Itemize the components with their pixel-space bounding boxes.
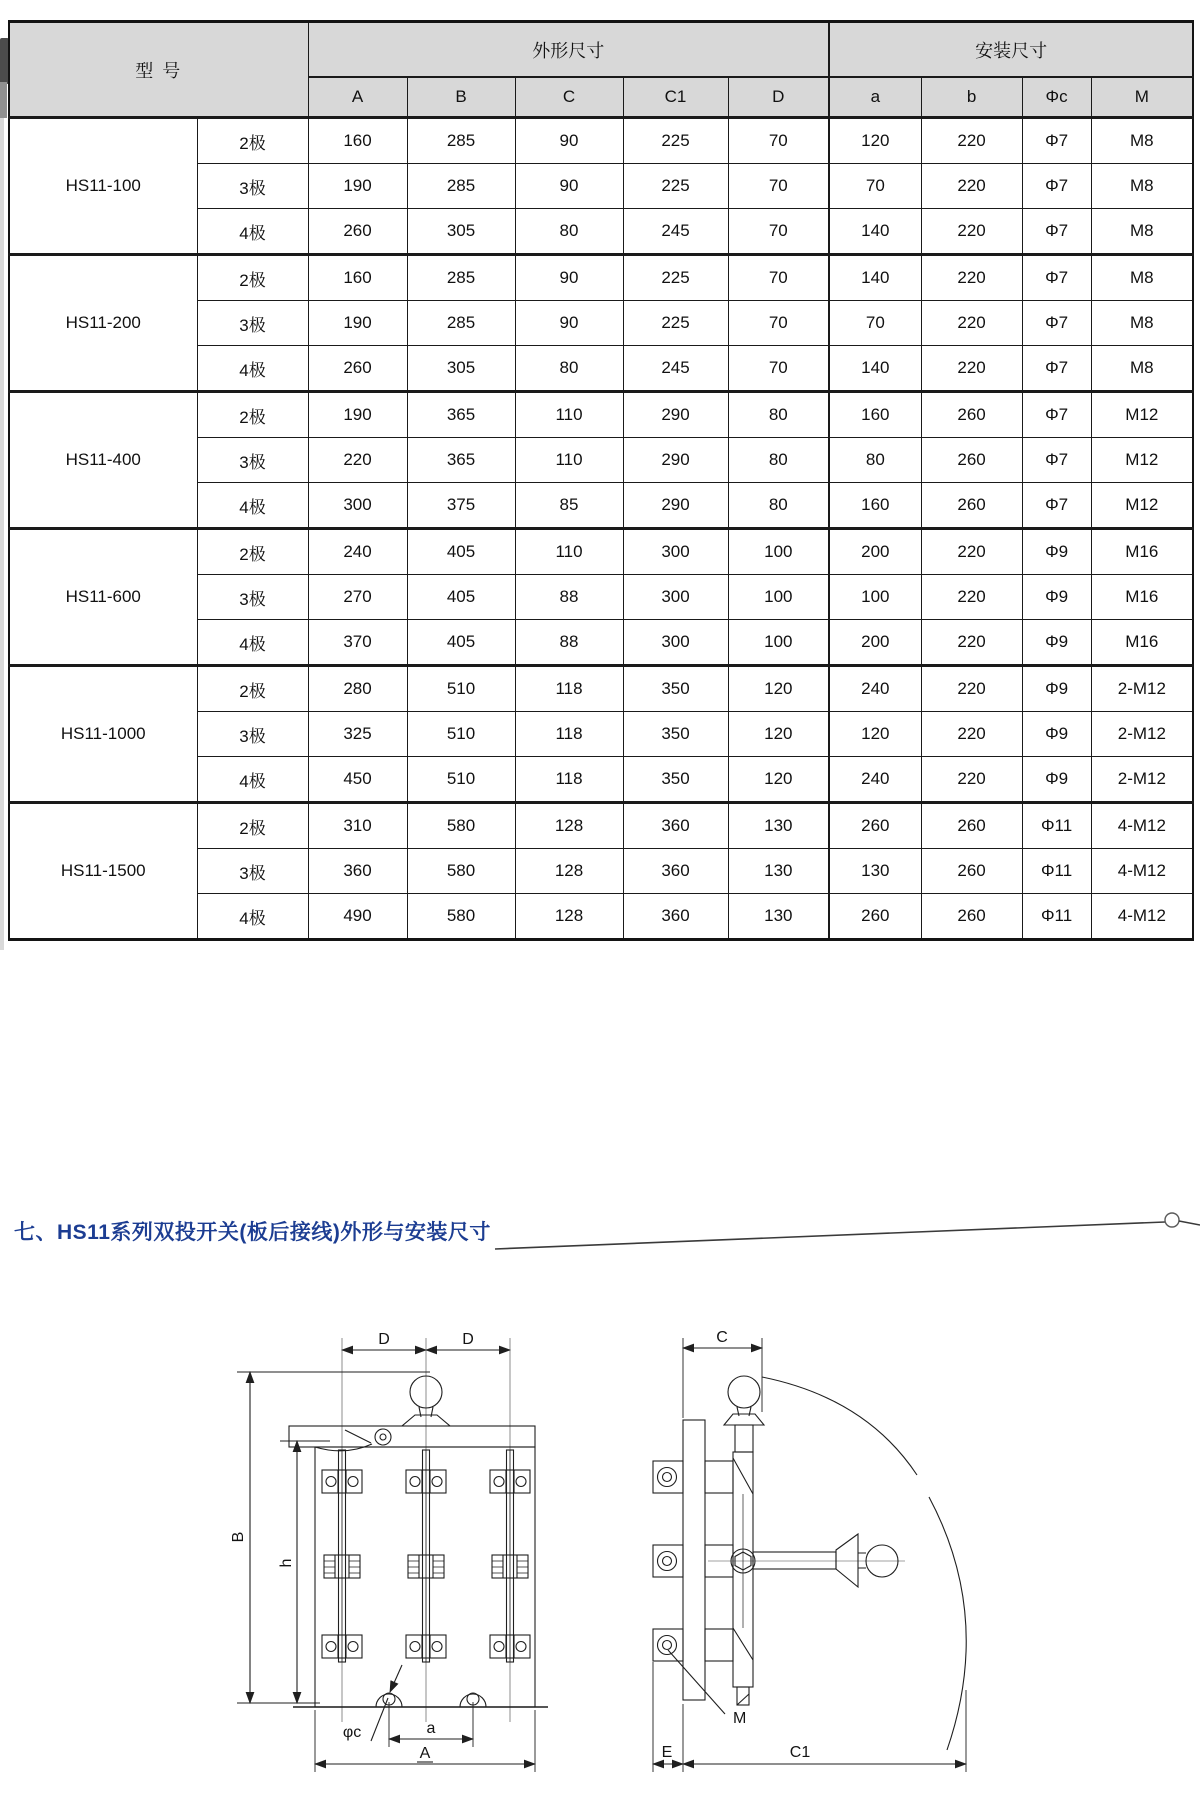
dim-label-E: E (661, 1744, 673, 1761)
value-cell-b: 260 (921, 392, 1022, 438)
column-header-a: a (829, 77, 921, 118)
value-cell-phic: Φ7 (1022, 392, 1091, 438)
value-cell-C: 118 (515, 666, 623, 712)
value-cell-D: 120 (728, 757, 829, 803)
value-cell-D: 70 (728, 209, 829, 255)
value-cell-C1: 245 (623, 346, 728, 392)
value-cell-D: 80 (728, 483, 829, 529)
value-cell-phic: Φ11 (1022, 803, 1091, 849)
value-cell-a: 200 (829, 620, 921, 666)
value-cell-M: M16 (1091, 529, 1193, 575)
value-cell-C1: 350 (623, 757, 728, 803)
model-cell: HS11-100 (9, 118, 197, 255)
value-cell-phic: Φ9 (1022, 712, 1091, 757)
value-cell-C: 128 (515, 803, 623, 849)
poles-cell: 3极 (197, 438, 308, 483)
poles-cell: 2极 (197, 529, 308, 575)
column-header-B: B (407, 77, 515, 118)
value-cell-a: 160 (829, 483, 921, 529)
poles-cell: 3极 (197, 164, 308, 209)
value-cell-phic: Φ9 (1022, 666, 1091, 712)
value-cell-A: 280 (308, 666, 407, 712)
value-cell-b: 220 (921, 620, 1022, 666)
value-cell-M: 2-M12 (1091, 666, 1193, 712)
column-header-A: A (308, 77, 407, 118)
dim-label-M: M (733, 1710, 747, 1727)
value-cell-C: 128 (515, 849, 623, 894)
value-cell-phic: Φ11 (1022, 849, 1091, 894)
swing-arc (762, 1377, 917, 1475)
value-cell-M: 2-M12 (1091, 757, 1193, 803)
column-header-b: b (921, 77, 1022, 118)
value-cell-A: 450 (308, 757, 407, 803)
value-cell-phic: Φ11 (1022, 894, 1091, 940)
poles-cell: 3极 (197, 575, 308, 620)
value-cell-b: 260 (921, 438, 1022, 483)
value-cell-D: 70 (728, 346, 829, 392)
value-cell-A: 360 (308, 849, 407, 894)
install-group-header: 安装尺寸 (829, 22, 1193, 78)
table-row (9, 803, 1193, 849)
value-cell-phic: Φ7 (1022, 438, 1091, 483)
table-row (9, 529, 1193, 575)
handle-ball-side (728, 1376, 760, 1408)
value-cell-phic: Φ7 (1022, 118, 1091, 164)
value-cell-M: M16 (1091, 620, 1193, 666)
value-cell-C1: 300 (623, 529, 728, 575)
value-cell-b: 260 (921, 803, 1022, 849)
value-cell-C1: 225 (623, 118, 728, 164)
value-cell-B: 285 (407, 118, 515, 164)
value-cell-a: 140 (829, 346, 921, 392)
value-cell-a: 260 (829, 803, 921, 849)
value-cell-a: 260 (829, 894, 921, 940)
value-cell-B: 405 (407, 575, 515, 620)
value-cell-a: 140 (829, 255, 921, 301)
value-cell-B: 580 (407, 849, 515, 894)
value-cell-A: 300 (308, 483, 407, 529)
value-cell-phic: Φ7 (1022, 301, 1091, 346)
poles-cell: 4极 (197, 757, 308, 803)
value-cell-C: 90 (515, 301, 623, 346)
value-cell-phic: Φ9 (1022, 529, 1091, 575)
technical-drawings (180, 1330, 1060, 1803)
poles-cell: 2极 (197, 392, 308, 438)
model-cell: HS11-1000 (9, 666, 197, 803)
value-cell-B: 305 (407, 346, 515, 392)
value-cell-b: 260 (921, 849, 1022, 894)
pivot-circle (375, 1429, 391, 1445)
value-cell-a: 240 (829, 666, 921, 712)
value-cell-C1: 290 (623, 438, 728, 483)
value-cell-a: 160 (829, 392, 921, 438)
value-cell-A: 240 (308, 529, 407, 575)
dim-label-d2: D (462, 1331, 474, 1348)
value-cell-A: 370 (308, 620, 407, 666)
value-cell-A: 190 (308, 164, 407, 209)
value-cell-M: M8 (1091, 164, 1193, 209)
value-cell-B: 375 (407, 483, 515, 529)
value-cell-b: 260 (921, 483, 1022, 529)
column-header-C1: C1 (623, 77, 728, 118)
value-cell-a: 200 (829, 529, 921, 575)
value-cell-B: 405 (407, 529, 515, 575)
value-cell-A: 160 (308, 118, 407, 164)
value-cell-A: 260 (308, 346, 407, 392)
value-cell-M: M8 (1091, 301, 1193, 346)
value-cell-A: 310 (308, 803, 407, 849)
value-cell-A: 160 (308, 255, 407, 301)
value-cell-C1: 225 (623, 301, 728, 346)
poles-cell: 2极 (197, 118, 308, 164)
value-cell-M: M16 (1091, 575, 1193, 620)
value-cell-C1: 300 (623, 575, 728, 620)
poles-cell: 2极 (197, 666, 308, 712)
value-cell-a: 100 (829, 575, 921, 620)
value-cell-C: 90 (515, 255, 623, 301)
value-cell-B: 285 (407, 164, 515, 209)
value-cell-a: 70 (829, 164, 921, 209)
value-cell-C1: 360 (623, 849, 728, 894)
poles-cell: 3极 (197, 301, 308, 346)
dim-label-d1: D (378, 1331, 390, 1348)
value-cell-M: 4-M12 (1091, 894, 1193, 940)
value-cell-B: 510 (407, 712, 515, 757)
value-cell-C: 80 (515, 209, 623, 255)
value-cell-B: 510 (407, 757, 515, 803)
dim-label-phic: φc (342, 1724, 362, 1741)
value-cell-C: 90 (515, 164, 623, 209)
column-header-M: M (1091, 77, 1193, 118)
value-cell-a: 70 (829, 301, 921, 346)
value-cell-M: M12 (1091, 438, 1193, 483)
poles-cell: 4极 (197, 209, 308, 255)
value-cell-C1: 350 (623, 666, 728, 712)
value-cell-A: 190 (308, 392, 407, 438)
value-cell-a: 120 (829, 118, 921, 164)
value-cell-C1: 350 (623, 712, 728, 757)
section-heading: 七、HS11系列双投开关(板后接线)外形与安装尺寸 (14, 1221, 491, 1244)
table-row (9, 392, 1193, 438)
value-cell-A: 190 (308, 301, 407, 346)
value-cell-D: 100 (728, 529, 829, 575)
value-cell-b: 220 (921, 757, 1022, 803)
poles-cell: 4极 (197, 620, 308, 666)
model-cell: HS11-600 (9, 529, 197, 666)
value-cell-phic: Φ7 (1022, 483, 1091, 529)
value-cell-D: 120 (728, 712, 829, 757)
value-cell-a: 130 (829, 849, 921, 894)
value-cell-D: 80 (728, 392, 829, 438)
poles-cell: 3极 (197, 849, 308, 894)
value-cell-B: 405 (407, 620, 515, 666)
value-cell-D: 70 (728, 301, 829, 346)
model-cell: HS11-1500 (9, 803, 197, 940)
front-view-drawing (230, 1331, 548, 1772)
value-cell-C: 80 (515, 346, 623, 392)
poles-cell: 4极 (197, 483, 308, 529)
value-cell-C: 110 (515, 392, 623, 438)
value-cell-A: 220 (308, 438, 407, 483)
value-cell-M: 4-M12 (1091, 803, 1193, 849)
value-cell-b: 220 (921, 118, 1022, 164)
table-header-row-1 (9, 22, 1193, 78)
column-header-Φc: Φc (1022, 77, 1091, 118)
value-cell-C: 118 (515, 712, 623, 757)
value-cell-b: 220 (921, 529, 1022, 575)
value-cell-b: 220 (921, 255, 1022, 301)
dim-label-B: B (230, 1531, 247, 1543)
value-cell-b: 220 (921, 164, 1022, 209)
value-cell-C1: 225 (623, 164, 728, 209)
value-cell-B: 510 (407, 666, 515, 712)
value-cell-C1: 225 (623, 255, 728, 301)
model-cell: HS11-200 (9, 255, 197, 392)
value-cell-D: 130 (728, 803, 829, 849)
value-cell-B: 580 (407, 894, 515, 940)
value-cell-D: 100 (728, 575, 829, 620)
value-cell-phic: Φ9 (1022, 757, 1091, 803)
table-row (9, 118, 1193, 164)
value-cell-D: 80 (728, 438, 829, 483)
value-cell-M: M8 (1091, 118, 1193, 164)
value-cell-C: 85 (515, 483, 623, 529)
value-cell-phic: Φ9 (1022, 620, 1091, 666)
value-cell-M: 2-M12 (1091, 712, 1193, 757)
dim-label-a: a (426, 1720, 436, 1737)
value-cell-B: 285 (407, 301, 515, 346)
value-cell-phic: Φ7 (1022, 346, 1091, 392)
value-cell-C: 88 (515, 575, 623, 620)
value-cell-a: 240 (829, 757, 921, 803)
value-cell-M: M8 (1091, 346, 1193, 392)
value-cell-a: 120 (829, 712, 921, 757)
value-cell-D: 130 (728, 894, 829, 940)
value-cell-b: 260 (921, 894, 1022, 940)
column-header-C: C (515, 77, 623, 118)
model-cell: HS11-400 (9, 392, 197, 529)
poles-cell: 4极 (197, 894, 308, 940)
model-column-header: 型 号 (9, 22, 308, 118)
dim-label-h: h (278, 1558, 295, 1568)
value-cell-phic: Φ7 (1022, 255, 1091, 301)
value-cell-b: 220 (921, 666, 1022, 712)
value-cell-A: 270 (308, 575, 407, 620)
value-cell-b: 220 (921, 575, 1022, 620)
value-cell-A: 325 (308, 712, 407, 757)
panel-side (683, 1420, 705, 1700)
value-cell-C1: 290 (623, 392, 728, 438)
column-header-D: D (728, 77, 829, 118)
value-cell-C1: 360 (623, 803, 728, 849)
value-cell-C1: 360 (623, 894, 728, 940)
table-row (9, 255, 1193, 301)
value-cell-A: 490 (308, 894, 407, 940)
value-cell-C1: 300 (623, 620, 728, 666)
value-cell-a: 80 (829, 438, 921, 483)
value-cell-B: 305 (407, 209, 515, 255)
dimensions-table (8, 20, 1194, 941)
value-cell-C: 118 (515, 757, 623, 803)
value-cell-phic: Φ7 (1022, 164, 1091, 209)
dim-label-C: C (716, 1330, 728, 1346)
table-row (9, 666, 1193, 712)
value-cell-D: 70 (728, 118, 829, 164)
value-cell-C1: 245 (623, 209, 728, 255)
value-cell-C: 90 (515, 118, 623, 164)
value-cell-phic: Φ7 (1022, 209, 1091, 255)
value-cell-D: 70 (728, 164, 829, 209)
value-cell-a: 140 (829, 209, 921, 255)
poles-cell: 4极 (197, 346, 308, 392)
value-cell-B: 365 (407, 392, 515, 438)
value-cell-b: 220 (921, 301, 1022, 346)
value-cell-M: 4-M12 (1091, 849, 1193, 894)
poles-cell: 2极 (197, 255, 308, 301)
value-cell-phic: Φ9 (1022, 575, 1091, 620)
value-cell-C: 110 (515, 438, 623, 483)
side-view-drawing (653, 1330, 966, 1772)
value-cell-C: 88 (515, 620, 623, 666)
value-cell-C1: 290 (623, 483, 728, 529)
value-cell-D: 100 (728, 620, 829, 666)
scan-artifact-strip (0, 118, 4, 950)
poles-cell: 3极 (197, 712, 308, 757)
scan-artifact-gray (0, 82, 7, 118)
poles-cell: 2极 (197, 803, 308, 849)
value-cell-D: 120 (728, 666, 829, 712)
value-cell-b: 220 (921, 346, 1022, 392)
value-cell-B: 285 (407, 255, 515, 301)
value-cell-C: 110 (515, 529, 623, 575)
outline-group-header: 外形尺寸 (308, 22, 829, 78)
value-cell-M: M8 (1091, 255, 1193, 301)
value-cell-M: M8 (1091, 209, 1193, 255)
value-cell-M: M12 (1091, 392, 1193, 438)
value-cell-D: 130 (728, 849, 829, 894)
value-cell-C: 128 (515, 894, 623, 940)
page-curl-artifact (0, 1200, 1200, 1260)
value-cell-D: 70 (728, 255, 829, 301)
value-cell-B: 365 (407, 438, 515, 483)
value-cell-B: 580 (407, 803, 515, 849)
value-cell-b: 220 (921, 712, 1022, 757)
value-cell-A: 260 (308, 209, 407, 255)
value-cell-b: 220 (921, 209, 1022, 255)
dim-label-A: A (419, 1745, 431, 1762)
dim-label-C1: C1 (789, 1744, 811, 1761)
value-cell-M: M12 (1091, 483, 1193, 529)
